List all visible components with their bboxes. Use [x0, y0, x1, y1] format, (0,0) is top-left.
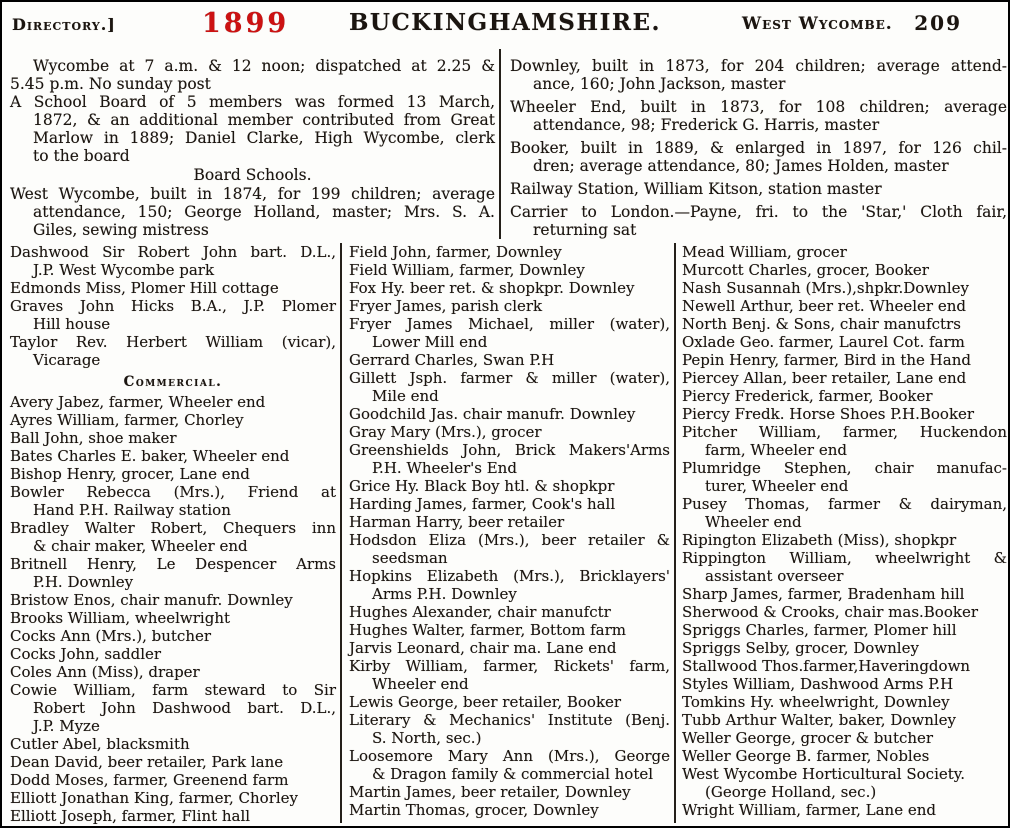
directory-line: Robert John Dashwood bart. D.L., [33, 699, 336, 717]
directory-line: Elliott Joseph, farmer, Flint hall [10, 807, 251, 825]
directory-line: Pepin Henry, farmer, Bird in the Hand [682, 351, 971, 369]
directory-line: Lower Mill end [372, 333, 488, 351]
directory-line: Grice Hy. Black Boy htl. & shopkpr [349, 477, 615, 495]
directory-line: Greenshields John, Brick Makers'Arms [349, 441, 670, 459]
directory-line: Pusey Thomas, farmer & dairyman, [682, 495, 1007, 513]
directory-line: J.P. Myze [33, 717, 100, 735]
directory-line: Piercey Allan, beer retailer, Lane end [682, 369, 967, 387]
directory-line: Weller George, grocer & butcher [682, 729, 934, 747]
directory-line: Spriggs Selby, grocer, Downley [682, 639, 919, 657]
directory-line: Carrier to London.—Payne, fri. to the 'Star,' Cloth fair, [510, 203, 1007, 221]
directory-line: Harding James, farmer, Cook's hall [349, 495, 616, 513]
directory-line: Mead William, grocer [682, 243, 847, 261]
directory-line: Weller George B. farmer, Nobles [682, 747, 930, 765]
header-county-title: BUCKINGHAMSHIRE. [348, 9, 661, 36]
directory-line: Gray Mary (Mrs.), grocer [349, 423, 542, 441]
directory-line: Piercy Frederick, farmer, Booker [682, 387, 933, 405]
directory-line: Wheeler end [705, 513, 802, 531]
directory-line: & chair maker, Wheeler end [33, 537, 248, 555]
directory-line: Marlow in 1889; Daniel Clarke, High Wycombe, clerk [33, 129, 495, 147]
directory-line: Avery Jabez, farmer, Wheeler end [10, 393, 266, 411]
directory-line: West Wycombe, built in 1874, for 199 children; average [10, 185, 495, 203]
directory-line: Nash Susannah (Mrs.),shpkr.Downley [682, 279, 969, 297]
directory-line: Tomkins Hy. wheelwright, Downley [682, 693, 950, 711]
directory-line: Vicarage [33, 351, 101, 369]
directory-line: Graves John Hicks B.A., J.P. Plomer [10, 297, 336, 315]
directory-line: Cocks Ann (Mrs.), butcher [10, 627, 212, 645]
directory-line: Cocks John, saddler [10, 645, 162, 663]
directory-line: Sharp James, farmer, Bradenham hill [682, 585, 965, 603]
directory-column-3 [682, 243, 1007, 819]
directory-line: attendance, 98; Frederick G. Harris, master [533, 116, 880, 134]
header-page-number: 209 [914, 11, 962, 35]
directory-line: West Wycombe Horticultural Society. [682, 765, 966, 783]
directory-line: Sherwood & Crooks, chair mas.Booker [682, 603, 979, 621]
directory-line: Taylor Rev. Herbert William (vicar), [10, 333, 336, 351]
directory-line: Gerrard Charles, Swan P.H [349, 351, 555, 369]
directory-line: Rippington William, wheelwright & [682, 549, 1007, 567]
directory-line: turer, Wheeler end [705, 477, 849, 495]
directory-line: J.P. West Wycombe park [33, 261, 215, 279]
directory-line: Ripington Elizabeth (Miss), shopkpr [682, 531, 957, 549]
directory-line: Murcott Charles, grocer, Booker [682, 261, 929, 279]
directory-line: Fryer James Michael, miller (water), [349, 315, 670, 333]
directory-line: Piercy Fredk. Horse Shoes P.H.Booker [682, 405, 975, 423]
directory-line: P.H. Downley [33, 573, 134, 591]
directory-line: Elliott Jonathan King, farmer, Chorley [10, 789, 299, 807]
directory-line: Bates Charles E. baker, Wheeler end [10, 447, 290, 465]
directory-line: Fryer James, parish clerk [349, 297, 543, 315]
directory-line: Styles William, Dashwood Arms P.H [682, 675, 954, 693]
directory-line: Hughes Alexander, chair manufctr [349, 603, 611, 621]
intro-column-right [510, 57, 1007, 239]
directory-line: Pitcher William, farmer, Huckendon [682, 423, 1007, 441]
directory-line: Giles, sewing mistress [33, 221, 209, 239]
directory-line: Edmonds Miss, Plomer Hill cottage [10, 279, 279, 297]
directory-line: to the board [33, 147, 130, 165]
directory-line: Jarvis Leonard, chair ma. Lane end [349, 639, 617, 657]
directory-line: assistant overseer [705, 567, 844, 585]
header-directory-label: Directory.] [12, 15, 116, 34]
directory-line: Hughes Walter, farmer, Bottom farm [349, 621, 627, 639]
directory-line: ance, 160; John Jackson, master [533, 75, 786, 93]
directory-line: Oxlade Geo. farmer, Laurel Cot. farm [682, 333, 965, 351]
directory-line: Ball John, shoe maker [10, 429, 177, 447]
header-year: 1899 [202, 8, 290, 39]
directory-line: & Dragon family & commercial hotel [372, 765, 654, 783]
directory-line: Bowler Rebecca (Mrs.), Friend at [10, 483, 336, 501]
directory-line: Bristow Enos, chair manufr. Downley [10, 591, 293, 609]
directory-line: Arms P.H. Downley [372, 585, 517, 603]
directory-line: Wheeler end [372, 675, 469, 693]
directory-line: Booker, built in 1889, & enlarged in 1897, for 126 chil- [510, 139, 1007, 157]
directory-line: Tubb Arthur Walter, baker, Downley [682, 711, 957, 729]
directory-line: Cutler Abel, blacksmith [10, 735, 190, 753]
column-divider-right [674, 243, 676, 823]
directory-line: Harman Harry, beer retailer [349, 513, 565, 531]
directory-column-2 [349, 243, 670, 819]
column-divider-top [499, 49, 501, 239]
directory-line: Martin James, beer retailer, Downley [349, 783, 631, 801]
directory-line: S. North, sec.) [372, 729, 482, 747]
directory-line: Ayres William, farmer, Chorley [10, 411, 244, 429]
directory-line: Fox Hy. beer ret. & shopkpr. Downley [349, 279, 635, 297]
directory-line: Hopkins Elizabeth (Mrs.), Bricklayers' [349, 567, 670, 585]
directory-line: Wright William, farmer, Lane end [682, 801, 936, 819]
directory-line: Bishop Henry, grocer, Lane end [10, 465, 250, 483]
directory-line: Spriggs Charles, farmer, Plomer hill [682, 621, 957, 639]
directory-line: Brooks William, wheelwright [10, 609, 231, 627]
directory-column-1 [10, 243, 336, 825]
directory-line: Dean David, beer retailer, Park lane [10, 753, 284, 771]
intro-column-left [10, 57, 495, 239]
directory-line: Downley, built in 1873, for 204 children; average attend- [510, 57, 1007, 75]
directory-line: 1872, & an additional member contributed from Great [33, 111, 495, 129]
column-divider-left [340, 243, 342, 823]
directory-line: dren; average attendance, 80; James Holden, master [533, 157, 949, 175]
directory-line: Dodd Moses, farmer, Greenend farm [10, 771, 289, 789]
directory-line: attendance, 150; George Holland, master; Mrs. S. A. [33, 203, 495, 221]
header-place-title: West Wycombe. [742, 14, 893, 34]
directory-line: Mile end [372, 387, 439, 405]
directory-line: Martin Thomas, grocer, Downley [349, 801, 599, 819]
directory-line: North Benj. & Sons, chair manufctrs [682, 315, 961, 333]
directory-line: Dashwood Sir Robert John bart. D.L., [10, 243, 336, 261]
directory-line: Literary & Mechanics' Institute (Benj. [349, 711, 670, 729]
directory-line: Wycombe at 7 a.m. & 12 noon; dispatched at 2.25 & [33, 57, 495, 75]
directory-line: Hill house [33, 315, 111, 333]
directory-line: Loosemore Mary Ann (Mrs.), George [349, 747, 670, 765]
directory-line: Hodsdon Eliza (Mrs.), beer retailer & [349, 531, 670, 549]
directory-line: (George Holland, sec.) [705, 783, 877, 801]
directory-line: Railway Station, William Kitson, station master [510, 180, 882, 198]
directory-line: Commercial. [123, 374, 223, 390]
directory-line: P.H. Wheeler's End [372, 459, 517, 477]
directory-line: Coles Ann (Miss), draper [10, 663, 200, 681]
directory-line: Field William, farmer, Downley [349, 261, 585, 279]
directory-line: 5.45 p.m. No sunday post [10, 75, 211, 93]
directory-line: seedsman [372, 549, 448, 567]
directory-line: Lewis George, beer retailer, Booker [349, 693, 622, 711]
directory-line: Bradley Walter Robert, Chequers inn [10, 519, 336, 537]
directory-line: Goodchild Jas. chair manufr. Downley [349, 405, 636, 423]
directory-line: Hand P.H. Railway station [33, 501, 231, 519]
directory-line: Plumridge Stephen, chair manufac- [682, 459, 1007, 477]
directory-line: returning sat [533, 221, 637, 239]
directory-line: Cowie William, farm steward to Sir [10, 681, 336, 699]
directory-line: Stallwood Thos.farmer,Haveringdown [682, 657, 971, 675]
directory-line: Kirby William, farmer, Rickets' farm, [349, 657, 670, 675]
directory-line: Board Schools. [193, 166, 312, 184]
directory-line: A School Board of 5 members was formed 13 March, [10, 93, 495, 111]
directory-line: Britnell Henry, Le Despencer Arms [10, 555, 336, 573]
directory-line: Field John, farmer, Downley [349, 243, 562, 261]
directory-line: farm, Wheeler end [705, 441, 848, 459]
directory-line: Gillett Jsph. farmer & miller (water), [349, 369, 670, 387]
directory-line: Wheeler End, built in 1873, for 108 children; average [510, 98, 1007, 116]
directory-line: Newell Arthur, beer ret. Wheeler end [682, 297, 966, 315]
